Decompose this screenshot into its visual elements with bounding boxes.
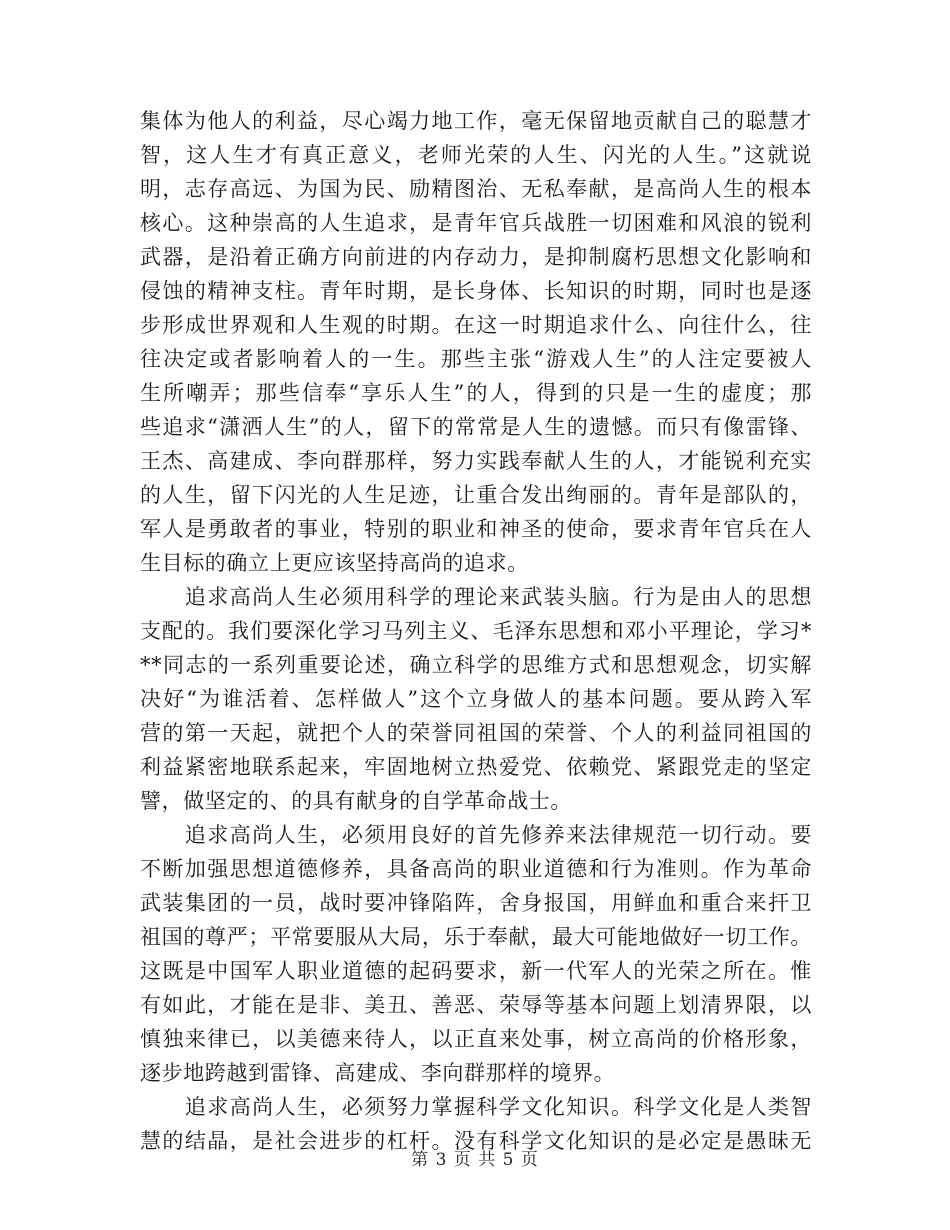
text-line: 支配的。我们要深化学习马列主义、毛泽东思想和邓小平理论，学习* (140, 619, 812, 643)
text-line: 生所嘲弄；那些信奉“享乐人生”的人，得到的只是一生的虚度；那 (140, 381, 812, 405)
text-line: 往决定或者影响着人的一生。那些主张“游戏人生”的人注定要被人 (140, 347, 812, 371)
text-line: 慎独来律已，以美德来待人，以正直来处事，树立高尚的价格形象， (140, 1027, 812, 1051)
text-line: 的人生，留下闪光的人生足迹，让重合发出绚丽的。青年是部队的， (140, 483, 812, 507)
text-line: 智，这人生才有真正意义，老师光荣的人生、闪光的人生。”这就说 (140, 143, 812, 167)
text-line: 追求高尚人生，必须用良好的首先修养来法律规范一切行动。要 (140, 823, 812, 847)
text-line: 明，志存高远、为国为民、励精图治、无私奉献，是高尚人生的根本 (140, 177, 812, 201)
text-line: 些追求“潇洒人生”的人，留下的常常是人生的遗憾。而只有像雷锋、 (140, 415, 812, 439)
text-line: **同志的一系列重要论述，确立科学的思维方式和思想观念，切实解 (140, 653, 812, 677)
document-body (140, 104, 812, 1158)
text-line: 生目标的确立上更应该坚持高尚的追求。 (140, 551, 529, 575)
text-line: 决好“为谁活着、怎样做人”这个立身做人的基本问题。要从跨入军 (140, 687, 812, 711)
text-line: 有如此，才能在是非、美丑、善恶、荣辱等基本问题上划清界限，以 (140, 993, 812, 1017)
text-line: 利益紧密地联系起来，牢固地树立热爱党、依赖党、紧跟党走的坚定 (140, 755, 812, 779)
text-line: 营的第一天起，就把个人的荣誉同祖国的荣誉、个人的利益同祖国的 (140, 721, 812, 745)
text-line: 核心。这种崇高的人生追求，是青年官兵战胜一切困难和风浪的锐利 (140, 211, 812, 235)
text-line: 集体为他人的利益，尽心竭力地工作，毫无保留地贡献自己的聪慧才 (140, 109, 812, 133)
text-line: 王杰、高建成、李向群那样，努力实践奉献人生的人，才能锐利充实 (140, 449, 812, 473)
text-line: 追求高尚人生必须用科学的理论来武装头脑。行为是由人的思想 (140, 585, 812, 609)
page-number-footer: 第 3 页 共 5 页 (411, 1150, 539, 1170)
text-line: 譬，做坚定的、的具有献身的自学革命战士。 (140, 789, 572, 813)
text-line: 武装集团的一员，战时要冲锋陷阵，舍身报国，用鲜血和重合来扞卫 (140, 891, 812, 915)
text-line: 逐步地跨越到雷锋、高建成、李向群那样的境界。 (140, 1061, 616, 1085)
text-line: 军人是勇敢者的事业，特别的职业和神圣的使命，要求青年官兵在人 (140, 517, 812, 541)
paragraph-3 (140, 818, 812, 1090)
paragraph-1 (140, 104, 812, 580)
text-line: 这既是中国军人职业道德的起码要求，新一代军人的光荣之所在。惟 (140, 959, 812, 983)
text-line: 步形成世界观和人生观的时期。在这一时期追求什么、向往什么，往 (140, 313, 812, 337)
text-line: 追求高尚人生，必须努力掌握科学文化知识。科学文化是人类智 (140, 1095, 812, 1119)
text-line: 不断加强思想道德修养，具备高尚的职业道德和行为准则。作为革命 (140, 857, 812, 881)
text-line: 慧的结晶，是社会进步的杠杆。没有科学文化知识的是必定是愚昧无 (140, 1129, 812, 1153)
paragraph-2 (140, 580, 812, 818)
text-line: 侵蚀的精神支柱。青年时期，是长身体、长知识的时期，同时也是逐 (140, 279, 812, 303)
text-line: 祖国的尊严；平常要服从大局，乐于奉献，最大可能地做好一切工作。 (140, 925, 812, 949)
text-line: 武器，是沿着正确方向前进的内存动力，是抑制腐朽思想文化影响和 (140, 245, 812, 269)
